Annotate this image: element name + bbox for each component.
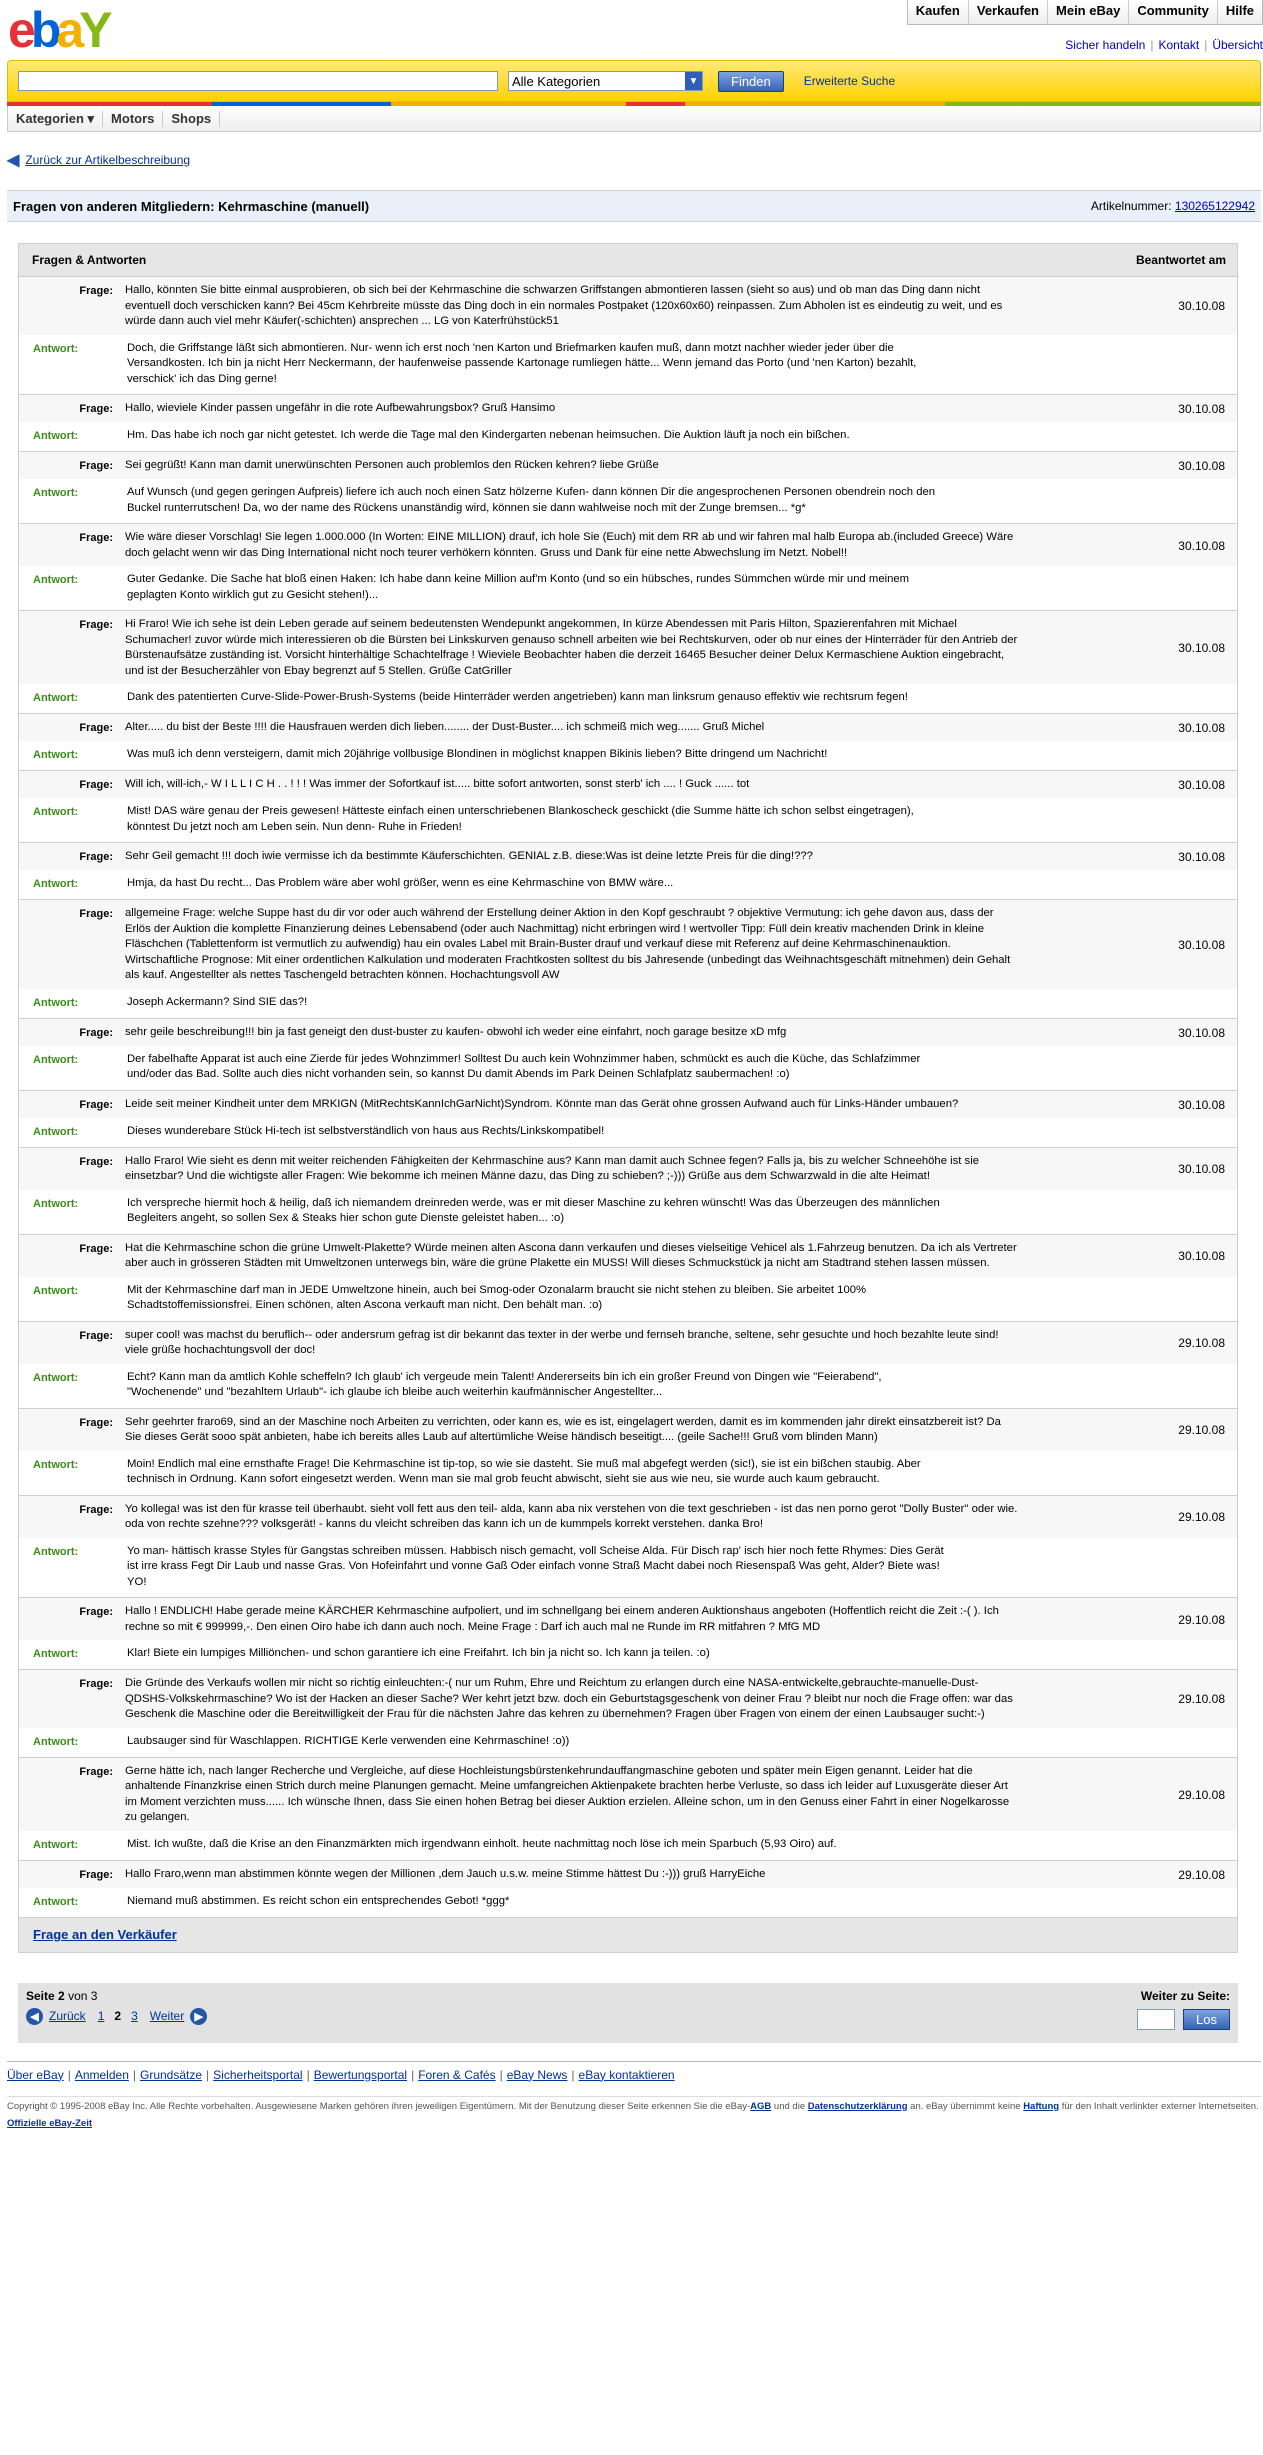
answer-row bbox=[19, 566, 1237, 610]
footer-separator: | bbox=[132, 2067, 136, 2082]
answer-date: 30.10.08 bbox=[1178, 299, 1225, 314]
copyright-text-3: an. eBay übernimmt keine bbox=[907, 2100, 1024, 2112]
nav-verkaufen[interactable]: Verkaufen bbox=[968, 0, 1047, 24]
answer-text: Guter Gedanke. Die Sache hat bloß einen Haken: Ich habe dann keine Million auf'm Konto (und so ein hübsches, rundes Sümmchen würde mir und meinem geplagten Konto wirklich gut zu Gesicht stehen!)... bbox=[127, 573, 910, 601]
answer-label: Antwort: bbox=[33, 878, 79, 890]
category-bar bbox=[7, 106, 1261, 132]
answer-row bbox=[19, 1118, 1237, 1147]
answer-text: Niemand muß abstimmen. Es reicht schon ein entsprechendes Gebot! *ggg* bbox=[127, 1894, 510, 1907]
nav-hilfe[interactable]: Hilfe bbox=[1217, 0, 1262, 24]
answer-date: 29.10.08 bbox=[1178, 1336, 1225, 1350]
answer-label: Antwort: bbox=[33, 1371, 79, 1384]
footer-link[interactable]: Foren & Cafés bbox=[418, 2067, 496, 2082]
answer-date: 29.10.08 bbox=[1178, 1423, 1225, 1437]
question-row bbox=[19, 1670, 1237, 1728]
question-row bbox=[19, 1091, 1237, 1118]
top-links: Sicher handeln | Kontakt | Übersicht bbox=[1065, 38, 1263, 52]
footer bbox=[7, 2061, 1261, 2129]
qa-pair bbox=[19, 1019, 1237, 1091]
answer-date: 29.10.08 bbox=[1178, 1612, 1225, 1627]
answer-row bbox=[19, 1190, 1237, 1234]
answer-text: Echt? Kann man da amtlich Kohle scheffeln? Ich glaub' ich vergeude mein Talent! Andererseits bin ich ein großer Freund von Dingen wie "Feierabend", "Wochenende" und "bezahltem Urlaub"- ich glaube ich bleibe auch weiterhin kaufmännischer Angestellter... bbox=[127, 1370, 882, 1398]
answer-row bbox=[19, 479, 1237, 523]
answer-text: Laubsauger sind für Waschlappen. RICHTIGE Kerle verwenden eine Kehrmaschine! :o)) bbox=[127, 1734, 570, 1747]
answer-label: Antwort: bbox=[33, 749, 79, 761]
search-bar bbox=[7, 60, 1261, 102]
question-label: Frage: bbox=[79, 1098, 113, 1111]
answer-label: Antwort: bbox=[33, 1197, 79, 1210]
goto-page-button[interactable]: Los bbox=[1183, 2009, 1230, 2030]
question-text: Alter..... du bist der Beste !!!! die Hausfrauen werden dich lieben........ der Dust-Buster.... ich schmeiß mich weg....... Gruß Michel bbox=[125, 721, 765, 733]
question-text: Will ich, will-ich,- W I L L I C H . . ! ! ! Was immer der Sofortkauf ist..... bitte sofort antworten, sonst sterb' ich .... ! Guck ...... tot bbox=[125, 778, 750, 790]
answer-text: Mist. Ich wußte, daß die Krise an den Finanzmärkten mich irgendwann einholt. heute nachmittag noch löse ich mein Sparbuch (5,93 Oiro) auf. bbox=[127, 1837, 837, 1850]
nav-kaufen[interactable]: Kaufen bbox=[908, 0, 968, 24]
question-text: Wie wäre dieser Vorschlag! Sie legen 1.000.000 (In Worten: EINE MILLION) drauf, ich hole Sie (Euch) mit dem RR ab und wir fahren mal halb Europa ab.(included Greece) Wäre doch gelacht wenn wir das Ding International nicht noch teurer verhökern könnten. Gruss und Dank für eine nette Abwechslung im Netzt. Nobel!! bbox=[125, 531, 1014, 559]
link-kontakt[interactable]: Kontakt bbox=[1158, 38, 1200, 52]
back-link-row bbox=[7, 150, 1263, 170]
pagination-right bbox=[1137, 1989, 1230, 2043]
qa-pair bbox=[19, 1148, 1237, 1235]
question-label: Frage: bbox=[79, 619, 113, 631]
question-text: Sei gegrüßt! Kann man damit unerwünschten Personen auch problemlos den Rücken kehren? liebe Grüße bbox=[125, 459, 659, 471]
answer-date: 30.10.08 bbox=[1178, 721, 1225, 735]
answer-text: Dank des patentierten Curve-Slide-Power-Brush-Systems (beide Hinterräder werden angetrieben) kann man linksrum genauso effektiv wie rechtsrum fegen! bbox=[127, 691, 908, 703]
question-label: Frage: bbox=[79, 460, 113, 472]
qa-pair bbox=[19, 452, 1237, 524]
footer-separator: | bbox=[571, 2067, 575, 2082]
question-row bbox=[19, 1598, 1237, 1640]
question-text: Hallo Fraro,wenn man abstimmen könnte wegen der Millionen ,dem Jauch u.s.w. meine Stimme hättest Du :-))) gruß HarryEiche bbox=[125, 1867, 766, 1880]
question-text: sehr geile beschreibung!!! bin ja fast geneigt den dust-buster zu kaufen- obwohl ich weder eine einfahrt, noch garage besitze xD mfg bbox=[125, 1025, 787, 1038]
page-title: Fragen von anderen Mitgliedern: Kehrmaschine (manuell) bbox=[13, 198, 370, 214]
logo-letter-a: a bbox=[56, 2, 80, 58]
answer-date: 30.10.08 bbox=[1178, 641, 1225, 655]
answer-date: 30.10.08 bbox=[1178, 402, 1225, 416]
prev-page-link[interactable]: Zurück bbox=[49, 2009, 86, 2023]
copyright-text-4: für den Inhalt verlinkter externer Internetseiten. bbox=[1059, 2100, 1259, 2112]
answer-label: Antwort: bbox=[33, 1284, 79, 1297]
copyright-text-1: Copyright © 1995-2008 eBay Inc. Alle Rechte vorbehalten. Ausgewiesene Marken gehören ihren jeweiligen Eigentümern. Mit der Benutzung dieser Seite erkennen Sie die eBay- bbox=[7, 2100, 751, 2112]
answer-text: Moin! Endlich mal eine ernsthafte Frage! Die Kehrmaschine ist tip-top, so wie sie dasteht. Sie muß mal abgefegt werden (sic!), sie ist ein bißchen staubig. Aber technisch in Ordnung. Kann sofort eingesetzt werden. Wenn man sie mal grob feucht abwischt, sieht sie aus wie neu, sie wurde auch kaum gebraucht. bbox=[127, 1457, 921, 1485]
qa-pair bbox=[19, 900, 1237, 1019]
question-row bbox=[19, 1322, 1237, 1364]
ebay-logo[interactable] bbox=[8, 0, 108, 60]
item-number bbox=[1091, 199, 1255, 213]
logo-letter-e: e bbox=[8, 2, 31, 58]
qa-pair bbox=[19, 524, 1237, 611]
qa-pair bbox=[19, 771, 1237, 843]
footer-separator: | bbox=[67, 2067, 71, 2082]
question-text: Hat die Kehrmaschine schon die grüne Umwelt-Plakette? Würde meinen alten Ascona dann verkaufen und dieses vielseitige Vehicel als 1.Fahrzeug benutzen. Da ich als Vertreter aber auch in grösseren Städten mit Umweltzonen unterwegs bin, wäre die grüne Plakette ein MUSS! Will dieses Schmuckstück ja nicht am Stadtrand stehen lassen müssen. bbox=[125, 1241, 1017, 1269]
official-time-row bbox=[7, 2118, 1261, 2129]
footer-link[interactable]: Bewertungsportal bbox=[313, 2067, 408, 2082]
answer-date: 29.10.08 bbox=[1178, 1510, 1225, 1524]
search-input[interactable] bbox=[18, 71, 498, 91]
pagination-left bbox=[26, 1989, 207, 2043]
header bbox=[7, 0, 1263, 60]
question-row bbox=[19, 1861, 1237, 1888]
page-link-2-current: 2 bbox=[114, 2009, 122, 2023]
answer-text: Joseph Ackermann? Sind SIE das?! bbox=[127, 995, 308, 1008]
answer-row bbox=[19, 1640, 1237, 1669]
answer-row bbox=[19, 989, 1237, 1018]
answer-row bbox=[19, 1046, 1237, 1090]
question-text: Leide seit meiner Kindheit unter dem MRKIGN (MitRechtsKannIchGarNicht)Syndrom. Könnte man das Gerät ohne grossen Aufwand auch für Links-Händer umbauen? bbox=[125, 1097, 959, 1110]
qa-pair bbox=[19, 1235, 1237, 1322]
answer-date: 29.10.08 bbox=[1178, 1692, 1225, 1707]
logo-letter-b: b bbox=[30, 2, 57, 58]
qa-header-date: Beantwortet am bbox=[1135, 253, 1226, 267]
shops-link[interactable]: Shops bbox=[163, 111, 220, 127]
back-to-item-link[interactable]: Zurück zur Artikelbeschreibung bbox=[25, 153, 191, 167]
answer-row bbox=[19, 684, 1237, 713]
answer-text: Der fabelhafte Apparat ist auch eine Zierde für jedes Wohnzimmer! Solltest Du auch kein Wohnzimmer haben, schmückt es auch die Küche, das Schlafzimmer und/oder das Bad. Sollte auch dies nicht vorhanden sein, so kannst Du damit Abends im Park Deinen Schlafplatz saubermachen! :o) bbox=[127, 1052, 921, 1080]
question-row bbox=[19, 395, 1237, 422]
question-row bbox=[19, 900, 1237, 989]
question-label: Frage: bbox=[79, 1242, 113, 1255]
nav-mein-ebay[interactable]: Mein eBay bbox=[1047, 0, 1128, 24]
agb-link[interactable]: AGB bbox=[750, 2100, 772, 2112]
answer-date: 30.10.08 bbox=[1178, 778, 1225, 792]
category-select[interactable] bbox=[508, 71, 703, 91]
categories-menu[interactable]: Kategorien ▾ bbox=[8, 111, 103, 127]
question-label: Frage: bbox=[79, 403, 113, 415]
question-text: Yo kollega! was ist den für krasse teil überhaubt. sieht voll fett aus den teil- alda, kann aba nix verstehen von die text geschrieben - ist das nen porno gerot "Dolly Buster" oder wie. oda von rechte szehne??? volksgerät! - kanns du vleicht schreiben das kann ich un de kummpels korrekt verstehen. danka Bro! bbox=[125, 1502, 1018, 1530]
answer-date: 30.10.08 bbox=[1178, 850, 1225, 864]
question-text: Gerne hätte ich, nach langer Recherche und Vergleiche, auf diese Hochleistungsbürstenkehrundauffangmaschine geboten und später mein Eigen genannt. Leider hat die anhaltende Finanzkrise einen Strich durch meine Planungen gemacht. Meine umfangreichen Aktienpakete brachten herbe Verluste, so dass ich leider auf Luxusgeräte dieser Art im Moment verzichten muss...... Ich wünsche Ihnen, dass Sie einen hohen Betrag bei dieser Auktion erzielen. Alleine schon, um in den Genuss einer Fahrt in einer Nogelkarosse zu gelangen. bbox=[125, 1764, 1010, 1823]
back-arrow-icon: ◀ bbox=[7, 152, 20, 169]
footer-links bbox=[7, 2068, 1261, 2082]
question-label: Frage: bbox=[79, 1606, 113, 1618]
question-label: Frage: bbox=[79, 1416, 113, 1429]
answer-label: Antwort: bbox=[33, 487, 79, 499]
answer-text: Yo man- hättisch krasse Styles für Gangstas schreiben müssen. Habbisch nisch gemacht, voll Scheise Alda. Für Disch rap' isch hier noch fette Rhymes: Dies Gerät ist irre krass Fegt Dir Laub und nasse Gras. Von Hofeinfahrt und vonne Gaß Oder einfach vonne Straß Macht dabei noch Riesenspaß Was geht, Alder? Biete was! YO! bbox=[127, 1544, 944, 1588]
question-row bbox=[19, 277, 1237, 335]
qa-pair bbox=[19, 395, 1237, 452]
goto-page-label: Weiter zu Seite: bbox=[1140, 1988, 1230, 2003]
answer-row bbox=[19, 1728, 1237, 1757]
answer-row bbox=[19, 1277, 1237, 1321]
prev-arrow-icon[interactable]: ◀ bbox=[26, 2008, 43, 2025]
answer-row bbox=[19, 1888, 1237, 1917]
question-row bbox=[19, 1019, 1237, 1046]
question-row bbox=[19, 524, 1237, 566]
answer-text: Hmja, da hast Du recht... Das Problem wäre aber wohl größer, wenn es eine Kehrmaschine von BMW wäre... bbox=[127, 877, 674, 889]
answer-label: Antwort: bbox=[33, 342, 79, 355]
answer-label: Antwort: bbox=[33, 1895, 79, 1908]
answer-date: 30.10.08 bbox=[1178, 538, 1225, 553]
answer-row bbox=[19, 1831, 1237, 1860]
question-row bbox=[19, 1235, 1237, 1277]
qa-pair bbox=[19, 1091, 1237, 1148]
question-text: allgemeine Frage: welche Suppe hast du dir vor oder auch während der Erstellung deiner Aktion in den Kopf geschraubt ? objektive Vermutung: ich gehe davon aus, dass der Erlös der Auktion die komplette Finanzierung deines Lebensabend (oder auch Nachmittag) nicht erbringen wird ! wertvoller Tipp: Füll dein kreativ machenden Drink in kleine Fläschchen (Tablettenform ist vermutlich zu aufwendig) hau ein ovales Label mit Brain-Buster drauf und verkauf diese mit Referenz auf deine Kehrmaschinenauktion. Wirtschaftliche Prognose: Mit einer ordentlichen Kalkulation und moderaten Frachtkosten solltest du bis Jahresende (unbedingt das Weihnachtsgeschäft mitnehmen) dein Gehalt als kauf. Angestellter als nettes Taschengeld betrachten können. Hochachtungsvoll AW bbox=[125, 907, 1011, 981]
question-text: Hallo, könnten Sie bitte einmal ausprobieren, ob sich bei der Kehrmaschine die schwarzen Griffstangen abmontieren lassen (sieht so aus) und ob man das Ding dann nicht eventuell doch verschicken kann? Bei 45cm Kehrbreite müsste das Ding doch in ein normales Postpaket (120x60x60) reinpassen. Zum Abholen ist es eindeutig zu weit, und es würde dann auch viel mehr Käufer(-schichten) ansprechen ... LG von Katerfrühstück51 bbox=[125, 284, 1003, 327]
question-label: Frage: bbox=[79, 1678, 113, 1690]
question-label: Frage: bbox=[79, 1503, 113, 1516]
qa-pair bbox=[19, 1598, 1237, 1670]
footer-separator: | bbox=[206, 2067, 210, 2082]
answer-label: Antwort: bbox=[33, 1838, 79, 1851]
footer-link[interactable]: Über eBay bbox=[7, 2067, 64, 2082]
next-arrow-icon[interactable]: ▶ bbox=[190, 2008, 207, 2025]
footer-separator: | bbox=[306, 2067, 310, 2082]
footer-separator: | bbox=[411, 2067, 415, 2082]
official-time-link[interactable]: Offizielle eBay-Zeit bbox=[7, 2117, 92, 2129]
page-of: von 3 bbox=[68, 1988, 98, 2003]
answer-date: 30.10.08 bbox=[1178, 459, 1225, 473]
answer-label: Antwort: bbox=[33, 1125, 79, 1138]
qa-pair bbox=[19, 1409, 1237, 1496]
question-label: Frage: bbox=[79, 1329, 113, 1342]
question-row bbox=[19, 1148, 1237, 1190]
nav-community[interactable]: Community bbox=[1128, 0, 1217, 24]
ask-seller-link[interactable]: Frage an den Verkäufer bbox=[33, 1927, 177, 1942]
qa-pair bbox=[19, 1496, 1237, 1599]
answer-label: Antwort: bbox=[33, 1053, 79, 1066]
qa-table bbox=[18, 243, 1238, 1953]
question-row bbox=[19, 771, 1237, 798]
footer-link[interactable]: Grundsätze bbox=[140, 2067, 203, 2082]
answer-text: Auf Wunsch (und gegen geringen Aufpreis) liefere ich auch noch einen Satz hölzerne Kufen- dann können Dir die angesprochenen Personen obendrein noch den Buckel runterrutschen! Da, wo der name des Rückens unanständig wird, können sie dann wahlweise noch mit der Zunge bremsen... *g* bbox=[127, 486, 936, 514]
qa-list bbox=[19, 277, 1237, 1918]
goto-page-input[interactable] bbox=[1137, 2009, 1175, 2030]
answer-date: 30.10.08 bbox=[1178, 937, 1225, 952]
answer-text: Mit der Kehrmaschine darf man in JEDE Umweltzone hinein, auch bei Smog-oder Ozonalarm braucht sie nicht stehen zu bleiben. Sie arbeitet 100% Schadtstoffemissionsfrei. Einen schönen, alten Ascona verkauft man nicht. Den behält man. :o) bbox=[127, 1283, 867, 1311]
footer-link[interactable]: eBay News bbox=[506, 2067, 568, 2082]
question-label: Frage: bbox=[79, 285, 113, 297]
question-row bbox=[19, 714, 1237, 741]
question-text: Hi Fraro! Wie ich sehe ist dein Leben gerade auf seinem bedeutensten Wendepunkt angekommen, In kürze Abendessen mit Paris Hilton, Spazierenfahren mit Michael Schumacher! zuvor würde mich interessieren ob die Bürsten bei Linkskurven genauso schnell arbeiten wie bei Rechtskurven, oder ob nur eines der Hinterräder für den Antrieb der Bürstenaufsätze zuständing ist. Vorsicht hinterhältige Schachtelfrage ! Wieviele Beobachter haben die derzeit 16465 Besucher deiner Delux Kermaschiene Auktion eingebracht, und ist der Besucherzähler von Ebay begrenzt auf 5 Stellen. Grüße CatGriller bbox=[125, 618, 1018, 677]
question-text: Die Gründe des Verkaufs wollen mir nicht so richtig einleuchten:-( nur um Ruhm, Ehre und Reichtum zu erlangen durch eine NASA-entwickelte,gebrauchte-manuelle-Dust-QDSHS-Volkskehrmaschine? Wo ist der Hacken an dieser Sache? Wer kehrt jetzt bzw. doch ein Geburtstagsgeschenk von deiner Frau ? bleibt nur noch die Frage offen: war das Geschenk die Maschine oder die Bereitwilligkeit der Frau für die nächsten Jahre das kehren zu übernehmen? Fragen über Fragen von einem der einen Laubsauger sucht:-) bbox=[125, 1677, 1013, 1720]
question-label: Frage: bbox=[79, 1765, 113, 1778]
link-sicher-handeln[interactable]: Sicher handeln bbox=[1065, 38, 1146, 52]
answer-date: 30.10.08 bbox=[1178, 1162, 1225, 1176]
answer-row bbox=[19, 741, 1237, 770]
liability-link[interactable]: Haftung bbox=[1023, 2100, 1060, 2112]
question-text: Hallo ! ENDLICH! Habe gerade meine KÄRCHER Kehrmaschine aufpoliert, und im schnellgang bei einem anderen Auktionshaus angeboten (Hoffentlich reicht die Zeit :-( ). Ich rechne so mit € 999999,-. Den einen Oiro habe ich dann auch noch. Meine Frage : Darf ich auch mal ne Runde im RR mitfahren ? MfG MD bbox=[125, 1605, 999, 1633]
privacy-link[interactable]: Datenschutzerklärung bbox=[807, 2100, 908, 2112]
question-text: Sehr Geil gemacht !!! doch iwie vermisse ich da bestimmte Käuferschichten. GENIAL z.B. diese:Was ist deine letzte Preis für die ding!??? bbox=[125, 850, 813, 862]
answer-date: 30.10.08 bbox=[1178, 1097, 1225, 1112]
qa-pair bbox=[19, 1322, 1237, 1409]
top-navigation bbox=[907, 0, 1263, 25]
question-row bbox=[19, 1409, 1237, 1451]
answer-row bbox=[19, 422, 1237, 451]
page-label: Seite bbox=[26, 1988, 55, 2003]
answer-label: Antwort: bbox=[33, 996, 79, 1009]
qa-pair bbox=[19, 1670, 1237, 1758]
answer-row bbox=[19, 870, 1237, 899]
question-row bbox=[19, 843, 1237, 870]
question-row bbox=[19, 611, 1237, 684]
question-text: Hallo Fraro! Wie sieht es denn mit weiter reichenden Fähigkeiten der Kehrmaschine aus? Kann man damit auch Schnee fegen? Falls ja, bis zu welcher Schneehöhe ist sie einsetzbar? Und die wichtigste aller Fragen: Wie bekomme ich meinen Männe dazu, das Ding zu schieben? ;-))) Grüße aus dem Schwarzwald in die alte Heimat! bbox=[125, 1154, 980, 1182]
answer-label: Antwort: bbox=[33, 806, 79, 818]
answer-text: Hm. Das habe ich noch gar nicht getestet. Ich werde die Tage mal den Kindergarten nebenan heimsuchen. Die Auktion läuft ja noch ein bißchen. bbox=[127, 429, 850, 441]
qa-pair bbox=[19, 1861, 1237, 1918]
question-label: Frage: bbox=[79, 908, 113, 920]
answer-row bbox=[19, 1451, 1237, 1495]
footer-link[interactable]: eBay kontaktieren bbox=[578, 2067, 675, 2082]
answer-date: 29.10.08 bbox=[1178, 1787, 1225, 1802]
footer-link[interactable]: Anmelden bbox=[74, 2067, 129, 2082]
answer-label: Antwort: bbox=[33, 692, 79, 704]
answer-label: Antwort: bbox=[33, 1458, 79, 1471]
qa-table-header bbox=[19, 244, 1237, 277]
answer-text: Mist! DAS wäre genau der Preis gewesen! Hätteste einfach einen unterschriebenen Blankoscheck geschickt (die Summe hätte ich schon selbst eingetragen), könntest Du jetzt noch am Leben sein. Nun denn- Ruhe in Frieden! bbox=[127, 805, 914, 833]
question-text: Hallo, wieviele Kinder passen ungefähr in die rote Aufbewahrungsbox? Gruß Hansimo bbox=[125, 402, 556, 414]
answer-date: 30.10.08 bbox=[1178, 1249, 1225, 1263]
qa-pair bbox=[19, 611, 1237, 714]
question-label: Frage: bbox=[79, 779, 113, 791]
footer-separator: | bbox=[499, 2067, 503, 2082]
answer-text: Dieses wunderebare Stück Hi-tech ist selbstverständlich von haus aus Rechts/Linkskompatibel! bbox=[127, 1124, 605, 1137]
answer-label: Antwort: bbox=[33, 1545, 79, 1558]
search-button[interactable]: Finden bbox=[718, 71, 784, 92]
answer-date: 29.10.08 bbox=[1178, 1867, 1225, 1882]
logo-letter-y: Y bbox=[79, 2, 108, 58]
page-link-1[interactable]: 1 bbox=[97, 2009, 105, 2023]
question-row bbox=[19, 1758, 1237, 1831]
answer-text: Was muß ich denn versteigern, damit mich 20jährige vollbusige Blondinen in möglichst knappen Bikinis lieben? Bitte dringend um Nachricht! bbox=[127, 748, 828, 760]
page-link-3[interactable]: 3 bbox=[131, 2009, 138, 2023]
answer-label: Antwort: bbox=[33, 1648, 79, 1660]
question-label: Frage: bbox=[79, 532, 113, 544]
question-label: Frage: bbox=[79, 722, 113, 734]
qa-pair bbox=[19, 843, 1237, 900]
question-label: Frage: bbox=[79, 1026, 113, 1039]
color-stripe bbox=[7, 102, 1261, 106]
qa-pair bbox=[19, 277, 1237, 395]
question-text: super cool! was machst du beruflich-- oder andersrum gefrag ist dir bekannt das texter in der werbe und fernseh branche, seltene, sehr gesuchte und hoch bezahlte leute sind! viele grüße hochachtungsvoll der doc! bbox=[125, 1328, 999, 1356]
question-row bbox=[19, 452, 1237, 479]
pagination bbox=[18, 1983, 1238, 2043]
answer-label: Antwort: bbox=[33, 1735, 79, 1748]
motors-link[interactable]: Motors bbox=[103, 111, 163, 127]
link-uebersicht[interactable]: Übersicht bbox=[1212, 38, 1263, 52]
question-label: Frage: bbox=[79, 1868, 113, 1881]
title-bar bbox=[7, 190, 1261, 222]
answer-row bbox=[19, 1538, 1237, 1598]
answer-row bbox=[19, 335, 1237, 395]
answer-text: Ich verspreche hiermit hoch & heilig, daß ich niemandem dreinreden werde, was er mit dieser Maschine zu kehren wünscht! Was das Überzeugen des männlichen Begleiters angeht, so sollen Sex & Steaks hier schon gute Dienste geleistet haben... :o) bbox=[127, 1196, 940, 1224]
chevron-down-icon: ▼ bbox=[685, 72, 702, 90]
advanced-search-link[interactable]: Erweiterte Suche bbox=[803, 74, 896, 88]
question-label: Frage: bbox=[79, 851, 113, 863]
item-number-label: Artikelnummer: bbox=[1090, 199, 1172, 213]
qa-header-title: Fragen & Antworten bbox=[32, 253, 147, 267]
qa-pair bbox=[19, 714, 1237, 771]
question-text: Sehr geehrter fraro69, sind an der Maschine noch Arbeiten zu verrichten, oder kann es, wie es ist, eingelagert werden, damit es im kommenden jahr direkt einsatzbereit ist? Da Sie dieses Gerät sooo spät anbieten, habe ich bereits alles Laub auf altertümliche Weise händisch beseitigt.... (geile Sache!!! Gruß vom blinden Mann) bbox=[125, 1415, 1001, 1443]
category-select-value: Alle Kategorien bbox=[512, 73, 601, 89]
copyright bbox=[7, 2096, 1261, 2113]
answer-text: Doch, die Griffstange läßt sich abmontieren. Nur- wenn ich erst noch 'nen Karton und Briefmarken kaufen muß, dann motzt nachher wieder jeder über die Versandkosten. Ich bin ja nicht Herr Neckermann, der haufenweise passende Kartonage rumliegen hätte... Wenn jemand das Porto (und 'nen Karton) bezahlt, verschick' ich das Ding gerne! bbox=[127, 341, 917, 385]
answer-label: Antwort: bbox=[33, 574, 79, 586]
footer-link[interactable]: Sicherheitsportal bbox=[213, 2067, 303, 2082]
answer-text: Klar! Biete ein lumpiges Milliönchen- und schon garantiere ich eine Freifahrt. Ich bin ja nicht so. Ich kann ja teilen. :o) bbox=[127, 1647, 710, 1659]
answer-label: Antwort: bbox=[33, 430, 79, 442]
question-row bbox=[19, 1496, 1237, 1538]
question-label: Frage: bbox=[79, 1155, 113, 1168]
answer-row bbox=[19, 1364, 1237, 1408]
answer-date: 30.10.08 bbox=[1178, 1025, 1225, 1040]
copyright-text-2: und die bbox=[771, 2100, 808, 2112]
next-page-link[interactable]: Weiter bbox=[149, 2009, 185, 2023]
qa-pair bbox=[19, 1758, 1237, 1861]
answer-row bbox=[19, 798, 1237, 842]
page-current: 2 bbox=[58, 1988, 65, 2003]
ask-seller-row bbox=[19, 1918, 1237, 1952]
item-number-link[interactable]: 130265122942 bbox=[1174, 199, 1255, 213]
